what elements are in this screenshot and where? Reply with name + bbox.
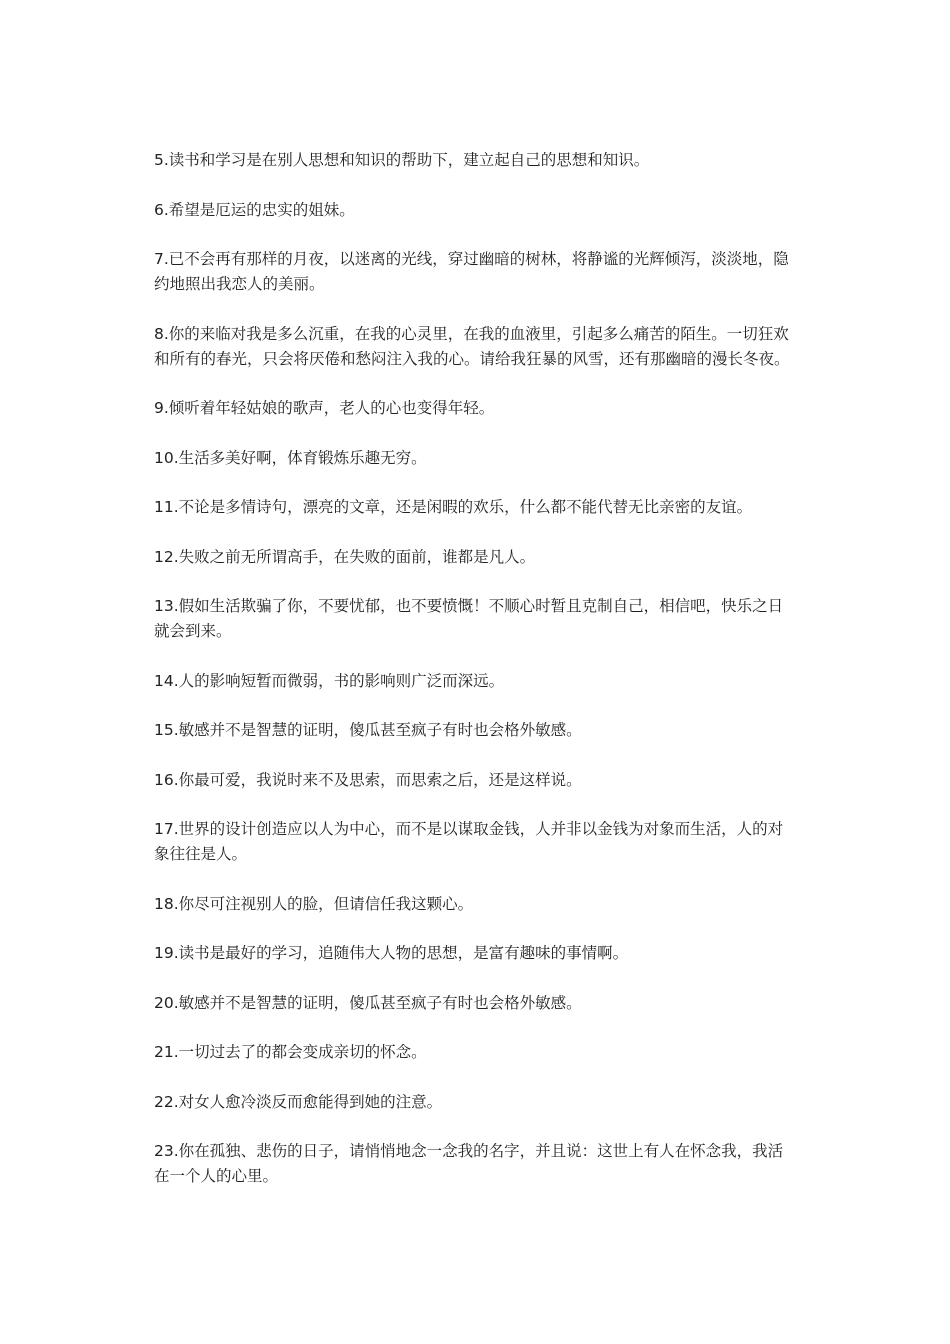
quote-paragraph: 7.已不会再有那样的月夜，以迷离的光线，穿过幽暗的树林，将静谧的光辉倾泻，淡淡地，隐约地照出我恋人的美丽。 [154, 250, 789, 293]
quote-paragraph: 18.你尽可注视别人的脸，但请信任我这颗心。 [154, 894, 474, 913]
quote-paragraph: 19.读书是最好的学习，追随伟大人物的思想，是富有趣味的事情啊。 [154, 944, 629, 962]
quote-paragraph: 20.敏感并不是智慧的证明，傻瓜甚至疯子有时也会格外敏感。 [154, 993, 582, 1012]
quote-paragraph: 21.一切过去了的都会变成亲切的怀念。 [154, 1043, 427, 1061]
quote-paragraph: 8.你的来临对我是多么沉重，在我的心灵里，在我的血液里，引起多么痛苦的陌生。一切狂欢和所有的春光，只会将厌倦和愁闷注入我的心。请给我狂暴的风雪，还有那幽暗的漫长冬夜。 [154, 324, 790, 368]
quote-paragraph: 23.你在孤独、悲伤的日子，请悄悄地念一念我的名字，并且说：这世上有人在怀念我，我活在一个人的心里。 [154, 1142, 784, 1185]
quote-paragraph: 14.人的影响短暂而微弱，书的影响则广泛而深远。 [154, 671, 505, 690]
quote-paragraph: 10.生活多美好啊，体育锻炼乐趣无穷。 [154, 448, 427, 467]
quote-paragraph: 6.希望是厄运的忠实的姐妹。 [154, 200, 355, 219]
quote-paragraph: 12.失败之前无所谓高手，在失败的面前，谁都是凡人。 [154, 547, 536, 566]
quote-paragraph: 16.你最可爱，我说时来不及思索，而思索之后，还是这样说。 [154, 770, 582, 789]
document-body [154, 148, 794, 1214]
quote-paragraph: 17.世界的设计创造应以人为中心，而不是以谋取金钱，人并非以金钱为对象而生活，人的对象往往是人。 [154, 820, 784, 863]
quote-paragraph: 22.对女人愈冷淡反而愈能得到她的注意。 [154, 1092, 443, 1111]
quote-paragraph: 11.不论是多情诗句，漂亮的文章，还是闲暇的欢乐，什么都不能代替无比亲密的友谊。 [154, 498, 753, 516]
quote-paragraph: 15.敏感并不是智慧的证明，傻瓜甚至疯子有时也会格外敏感。 [154, 721, 582, 739]
quote-paragraph: 5.读书和学习是在别人思想和知识的帮助下，建立起自己的思想和知识。 [154, 151, 650, 169]
quote-paragraph: 13.假如生活欺骗了你，不要忧郁，也不要愤慨！不顺心时暂且克制自己，相信吧，快乐之日就会到来。 [154, 597, 784, 640]
quote-paragraph: 9.倾听着年轻姑娘的歌声，老人的心也变得年轻。 [154, 399, 495, 417]
